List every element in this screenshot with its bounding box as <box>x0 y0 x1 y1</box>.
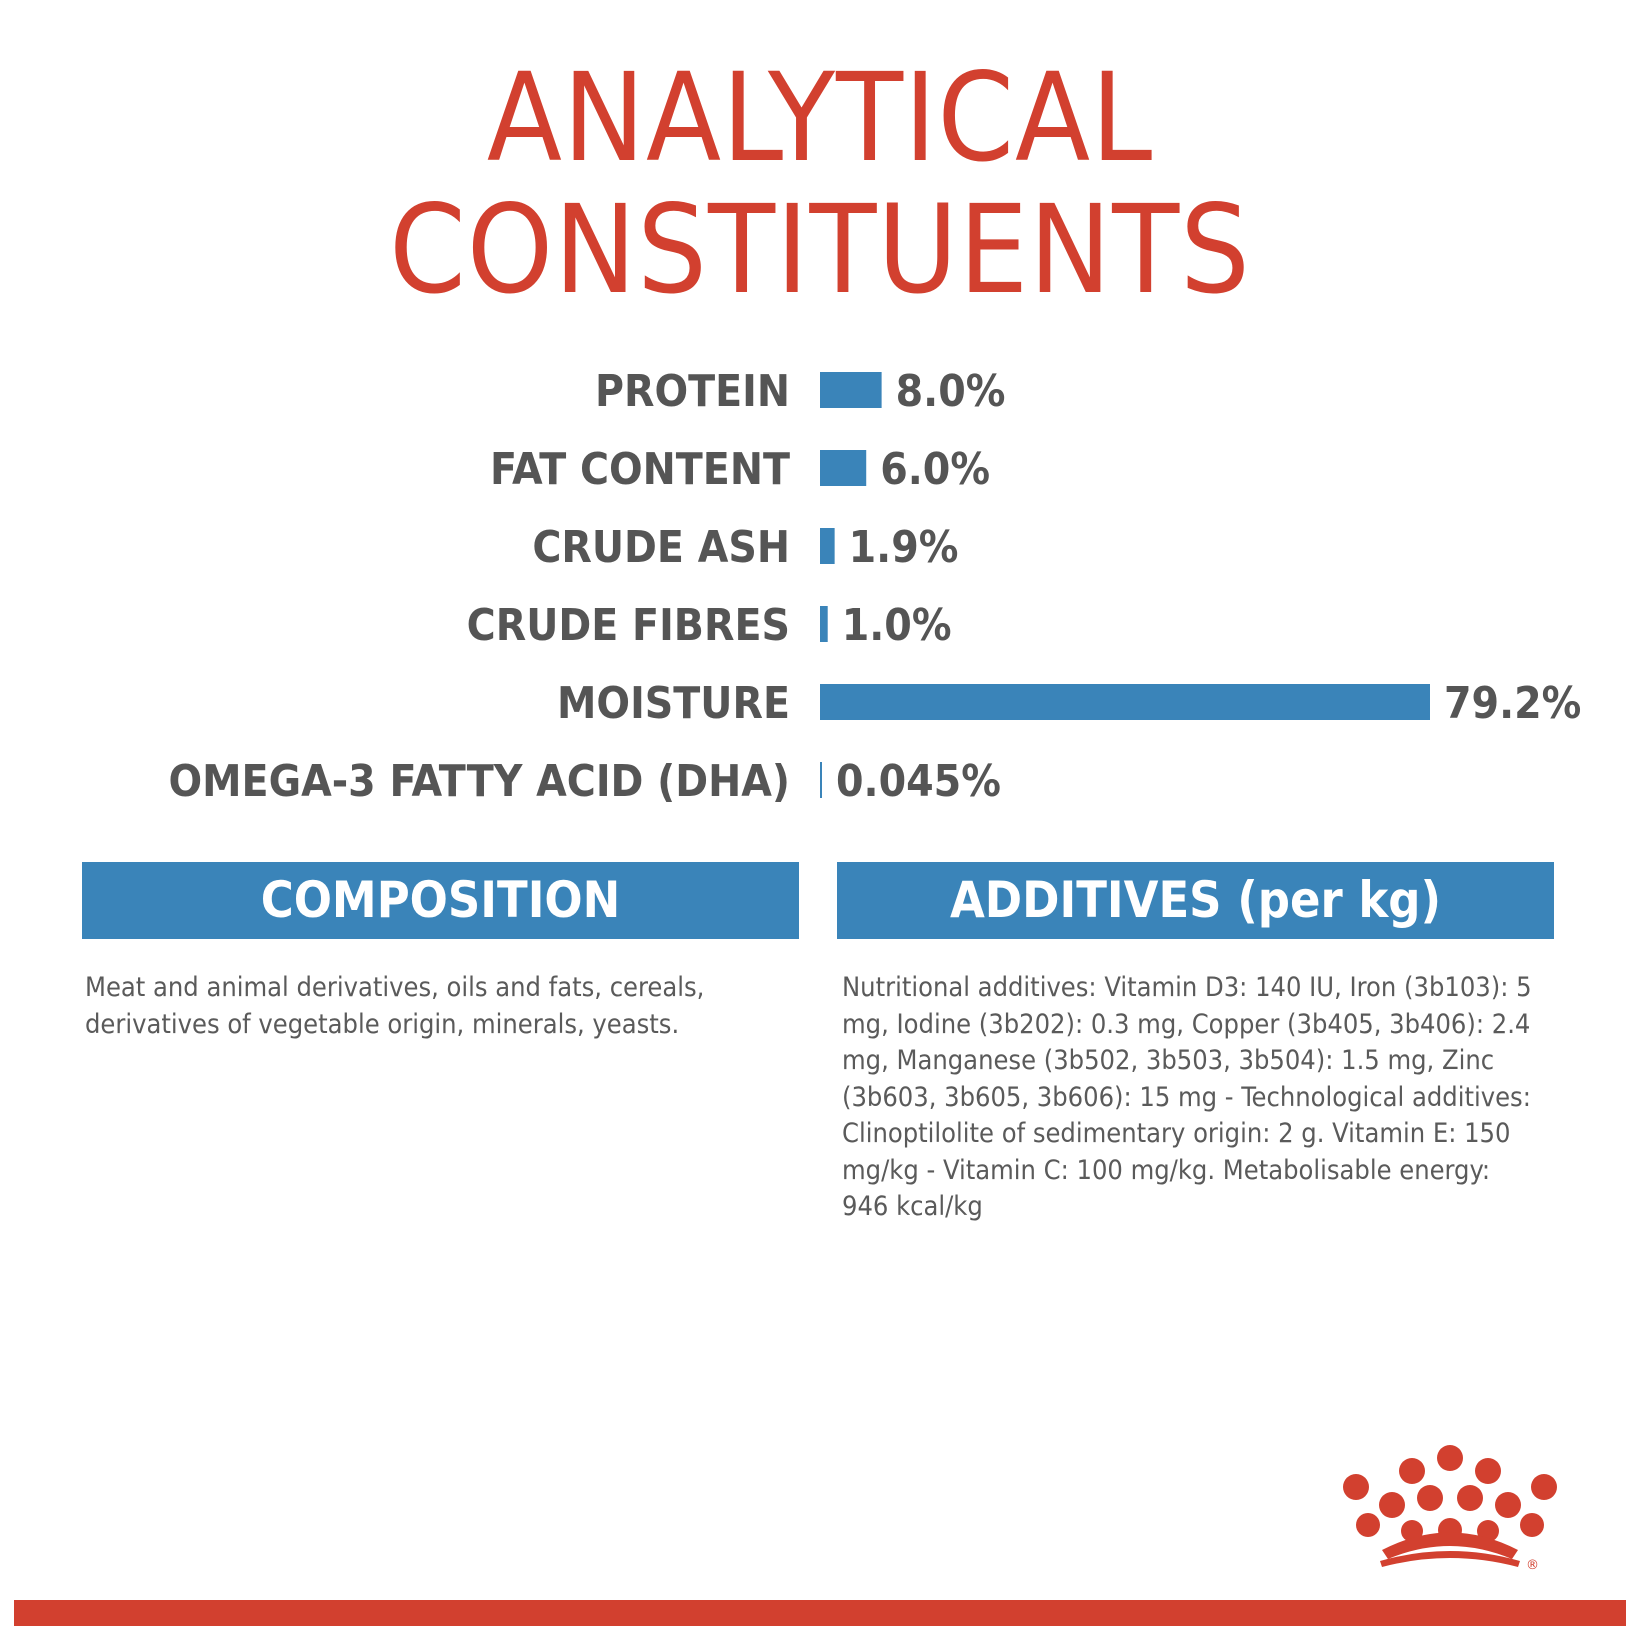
bar-value-label: 1.0% <box>841 600 952 651</box>
bar-label: CRUDE FIBRES <box>466 600 790 651</box>
bar-label: OMEGA-3 FATTY ACID (DHA) <box>168 756 790 807</box>
bar-value-label: 0.045% <box>836 756 1001 807</box>
bar <box>820 606 828 642</box>
bar-value-label: 8.0% <box>895 366 1006 417</box>
footer-bar <box>14 1600 1626 1626</box>
bar <box>820 372 882 408</box>
constituents-bar-chart <box>0 350 1640 810</box>
bar-value-label: 1.9% <box>848 522 959 573</box>
bar-label: MOISTURE <box>557 678 790 729</box>
bar <box>820 450 866 486</box>
additives-text: Nutritional additives: Vitamin D3: 140 IU, Iron (3b103): 5 mg, Iodine (3b202): 0.3 mg, Copper (3b405, 3b406): 2.4 mg, Manganese (3b502, 3b503, 3b504): 1.5 mg, Zinc (3b603, 3b605, 3b606): 15 mg - Technological additives: Clinoptilolite of sedimentary origin: 2 g. Vitamin E: 150 mg/kg - Vitamin C: 100 mg/kg. Metabolisable energy: 946 kcal/kg <box>842 972 1532 1222</box>
bar <box>820 762 822 798</box>
page-title <box>0 47 1640 321</box>
bar-value-label: 79.2% <box>1444 678 1582 729</box>
composition-text: Meat and animal derivatives, oils and fats, cereals, derivatives of vegetable origin, minerals, yeasts. <box>85 972 705 1040</box>
bar-label: FAT CONTENT <box>489 444 790 495</box>
composition-header: COMPOSITION <box>82 862 799 939</box>
bar-label: CRUDE ASH <box>532 522 790 573</box>
registered-mark: ® <box>1526 1558 1539 1570</box>
bar <box>820 528 835 564</box>
crown-logo-icon <box>1340 1445 1570 1570</box>
title-line-2: CONSTITUENTS <box>389 179 1251 321</box>
bar <box>820 684 1430 720</box>
title-line-1: ANALYTICAL <box>486 47 1154 189</box>
bar-label: PROTEIN <box>594 366 790 417</box>
bar-value-label: 6.0% <box>880 444 991 495</box>
additives-header: ADDITIVES (per kg) <box>837 862 1554 939</box>
